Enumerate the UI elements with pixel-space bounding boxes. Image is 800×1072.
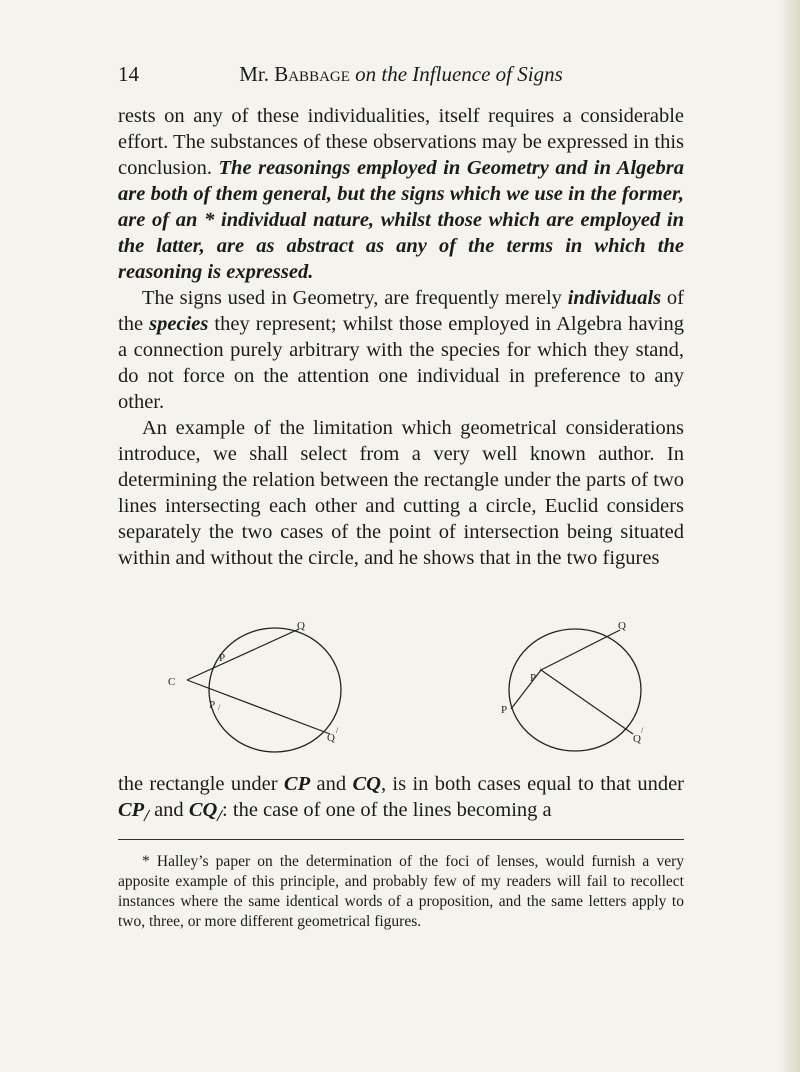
paragraph-4 bbox=[118, 771, 684, 829]
paragraph-4-text-b: and bbox=[310, 773, 353, 795]
main-text-lower bbox=[118, 771, 684, 829]
chord-pq1-right bbox=[541, 670, 633, 734]
page-edge-shadow bbox=[778, 0, 800, 1072]
paragraph-2-emphasis-b: species bbox=[149, 313, 209, 335]
symbol-cq1: CQ bbox=[188, 799, 218, 821]
label-q-left: Q bbox=[297, 620, 305, 632]
footnote-reference: * bbox=[197, 209, 221, 231]
title-rest: on the Influence of Signs bbox=[355, 62, 563, 86]
circle-left bbox=[209, 628, 341, 752]
running-header bbox=[118, 62, 684, 92]
running-title bbox=[118, 62, 684, 87]
chord-pq-right bbox=[541, 630, 620, 670]
paragraph-2-emphasis-a: individuals bbox=[567, 287, 662, 309]
chord-link-right bbox=[511, 670, 541, 709]
symbol-cq1-sub: / bbox=[217, 806, 223, 826]
figure-external-point bbox=[150, 618, 360, 763]
footnote-marker: * bbox=[142, 853, 157, 870]
title-name: Babbage bbox=[274, 62, 350, 86]
footnote-rule bbox=[118, 839, 684, 840]
label-p1-left: P bbox=[209, 699, 216, 711]
paragraph-3: An example of the limitation which geometrical considerations introduce, we shall select from a very well known author. In determining the relation between the rectangle under the parts of two lines intersecting each other and cutting a circle, Euclid considers separately the two cases of the point of intersection being situated within and without the circle, and he shows that in the two figures bbox=[118, 417, 684, 569]
label-c-left: C bbox=[168, 676, 176, 688]
paragraph-2-text-a: The signs used in Geometry, are frequently merely bbox=[142, 287, 568, 309]
label-q1-right: Q bbox=[633, 733, 641, 745]
label-q1-left: Q bbox=[327, 732, 335, 744]
secant-cq-left bbox=[187, 629, 299, 680]
paragraph-4-text-d: and bbox=[148, 799, 189, 821]
paragraph-1-emphasis-b: individual nature, whilst those which are employed in the latter, are as abstract as any of the terms in which the reasoning is expressed. bbox=[118, 209, 685, 283]
paragraph-4-text-c: , is in both cases equal to that under bbox=[380, 773, 684, 795]
label-p-right: P bbox=[530, 672, 537, 684]
label-q1-sub-left: / bbox=[336, 726, 339, 735]
label-p1-right: P bbox=[501, 704, 508, 716]
label-q-right: Q bbox=[618, 620, 626, 632]
circle-right bbox=[509, 629, 641, 751]
figure-internal-point bbox=[478, 618, 688, 763]
paragraph-2-text-c: they represent; whilst those employed in Algebra having a connection purely arbitrary with the species for which they stand, do not force on the attention one individual in preference to any other. bbox=[118, 313, 685, 413]
label-p1-sub-left: / bbox=[218, 703, 221, 712]
paragraph-4-text-e: : the case of one of the lines becoming a bbox=[222, 799, 552, 821]
symbol-cq: CQ bbox=[352, 773, 381, 795]
paragraph-1 bbox=[118, 103, 684, 285]
geometric-figures bbox=[150, 618, 670, 763]
paragraph-2 bbox=[118, 285, 684, 415]
main-text-upper bbox=[118, 103, 684, 571]
title-prefix: Mr. bbox=[239, 62, 269, 86]
symbol-cp: CP bbox=[283, 773, 311, 795]
paragraph-1-emphasis-a: The reasonings employed in Geometry and in Algebra are both of them general, but the signs which we use in the former, are of an bbox=[118, 157, 684, 231]
footnote-text: Halley’s paper on the determination of the foci of lenses, would furnish a very apposite example of this principle, and probably few of my readers will fail to recollect instances where the same identical words of a proposition, and the same letters apply to two, three, or more different geometrical figures. bbox=[118, 853, 684, 930]
label-p-sub-right: / bbox=[539, 666, 542, 675]
page-number: 14 bbox=[118, 62, 139, 86]
paragraph-2-text-b: of the bbox=[118, 287, 684, 335]
paragraph-1-text: rests on any of these individualities, itself requires a considerable effort. The substances of these observations may be expressed in this conclusion. bbox=[118, 105, 684, 179]
paragraph-4-text-a: the rectangle under bbox=[118, 773, 284, 795]
label-p-left: P bbox=[219, 652, 226, 664]
symbol-cp1: CP bbox=[118, 799, 145, 821]
symbol-cp1-sub: / bbox=[144, 806, 149, 826]
footnote bbox=[118, 852, 684, 932]
label-q1-sub-right: / bbox=[641, 726, 644, 735]
